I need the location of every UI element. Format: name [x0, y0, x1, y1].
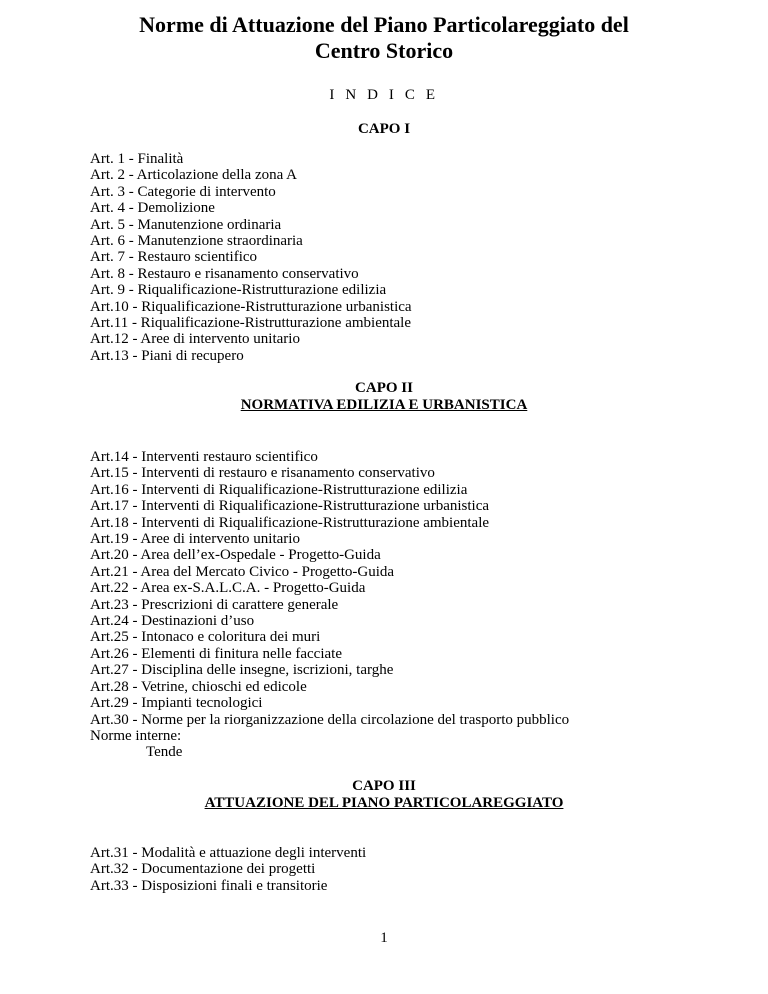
- page-number: 1: [380, 930, 388, 946]
- list-item: Art.17 - Interventi di Riqualificazione-Ristrutturazione urbanistica: [90, 498, 490, 515]
- list-item: Art. 7 - Restauro scientifico: [90, 249, 258, 266]
- list-item: Art.15 - Interventi di restauro e risanamento conservativo: [90, 465, 435, 482]
- list-item: Art. 4 - Demolizione: [90, 200, 215, 217]
- list-item: Art.31 - Modalità e attuazione degli interventi: [90, 845, 367, 861]
- capo-3-list: [90, 845, 366, 894]
- internal-norms-label: Norme interne:: [90, 727, 182, 744]
- capo-1-heading: CAPO I: [357, 121, 411, 137]
- list-item: Art.25 - Intonaco e coloritura dei muri: [90, 629, 321, 646]
- list-item: Art. 3 - Categorie di intervento: [90, 183, 276, 200]
- list-item: Art.24 - Destinazioni d’uso: [90, 613, 255, 630]
- internal-norms-item: Tende: [146, 744, 183, 761]
- list-item: Art. 9 - Riqualificazione-Ristrutturazione edilizia: [90, 282, 387, 299]
- list-item: Art.12 - Aree di intervento unitario: [90, 331, 300, 348]
- list-item: Art.14 - Interventi restauro scientifico: [90, 449, 318, 465]
- capo-1-list: [90, 151, 412, 364]
- list-item: Art.18 - Interventi di Riqualificazione-Ristrutturazione ambientale: [90, 514, 490, 531]
- title-line-2: Centro Storico: [314, 38, 454, 63]
- list-item: Art.26 - Elementi di finitura nelle facciate: [90, 645, 342, 662]
- list-item: Art.33 - Disposizioni finali e transitorie: [90, 877, 328, 894]
- list-item: Art. 8 - Restauro e risanamento conservativo: [90, 265, 359, 282]
- list-item: Art.11 - Riqualificazione-Ristrutturazione ambientale: [90, 315, 411, 332]
- list-item: Art.23 - Prescrizioni di carattere generale: [90, 596, 339, 613]
- list-item: Art.20 - Area dell’ex-Ospedale - Progetto-Guida: [90, 547, 381, 564]
- list-item: Art.30 - Norme per la riorganizzazione della circolazione del trasporto pubblico: [90, 711, 570, 728]
- document-title: [0, 12, 768, 64]
- list-item: Art.13 - Piani di recupero: [90, 347, 244, 364]
- list-item: Art. 5 - Manutenzione ordinaria: [90, 216, 282, 233]
- list-item: Art.22 - Area ex-S.A.L.C.A. - Progetto-Guida: [90, 580, 366, 597]
- list-item: Art.16 - Interventi di Riqualificazione-Ristrutturazione edilizia: [90, 481, 468, 498]
- list-item: Art. 1 - Finalità: [90, 151, 184, 167]
- title-line-1: Norme di Attuazione del Piano Particolareggiato del: [139, 12, 629, 37]
- list-item: Art.27 - Disciplina delle insegne, iscrizioni, targhe: [90, 662, 394, 679]
- list-item: Art.10 - Riqualificazione-Ristrutturazione urbanistica: [90, 298, 412, 315]
- list-item: Art.19 - Aree di intervento unitario: [90, 531, 300, 548]
- capo-2-subheading: NORMATIVA EDILIZIA E URBANISTICA: [240, 397, 528, 413]
- list-item: Art. 6 - Manutenzione straordinaria: [90, 233, 303, 250]
- list-item: Art. 2 - Articolazione della zona A: [90, 167, 298, 184]
- capo-3-subheading: ATTUAZIONE DEL PIANO PARTICOLAREGGIATO: [204, 795, 564, 811]
- list-item: Art.28 - Vetrine, chioschi ed edicole: [90, 678, 307, 695]
- list-item: Art.29 - Impianti tecnologici: [90, 695, 263, 712]
- index-heading: I N D I C E: [329, 87, 439, 103]
- capo-2-list: [90, 449, 569, 761]
- list-item: Art.21 - Area del Mercato Civico - Progetto-Guida: [90, 563, 395, 580]
- capo-3-heading: CAPO III: [352, 778, 416, 794]
- list-item: Art.32 - Documentazione dei progetti: [90, 861, 316, 878]
- capo-2-heading: CAPO II: [355, 380, 413, 396]
